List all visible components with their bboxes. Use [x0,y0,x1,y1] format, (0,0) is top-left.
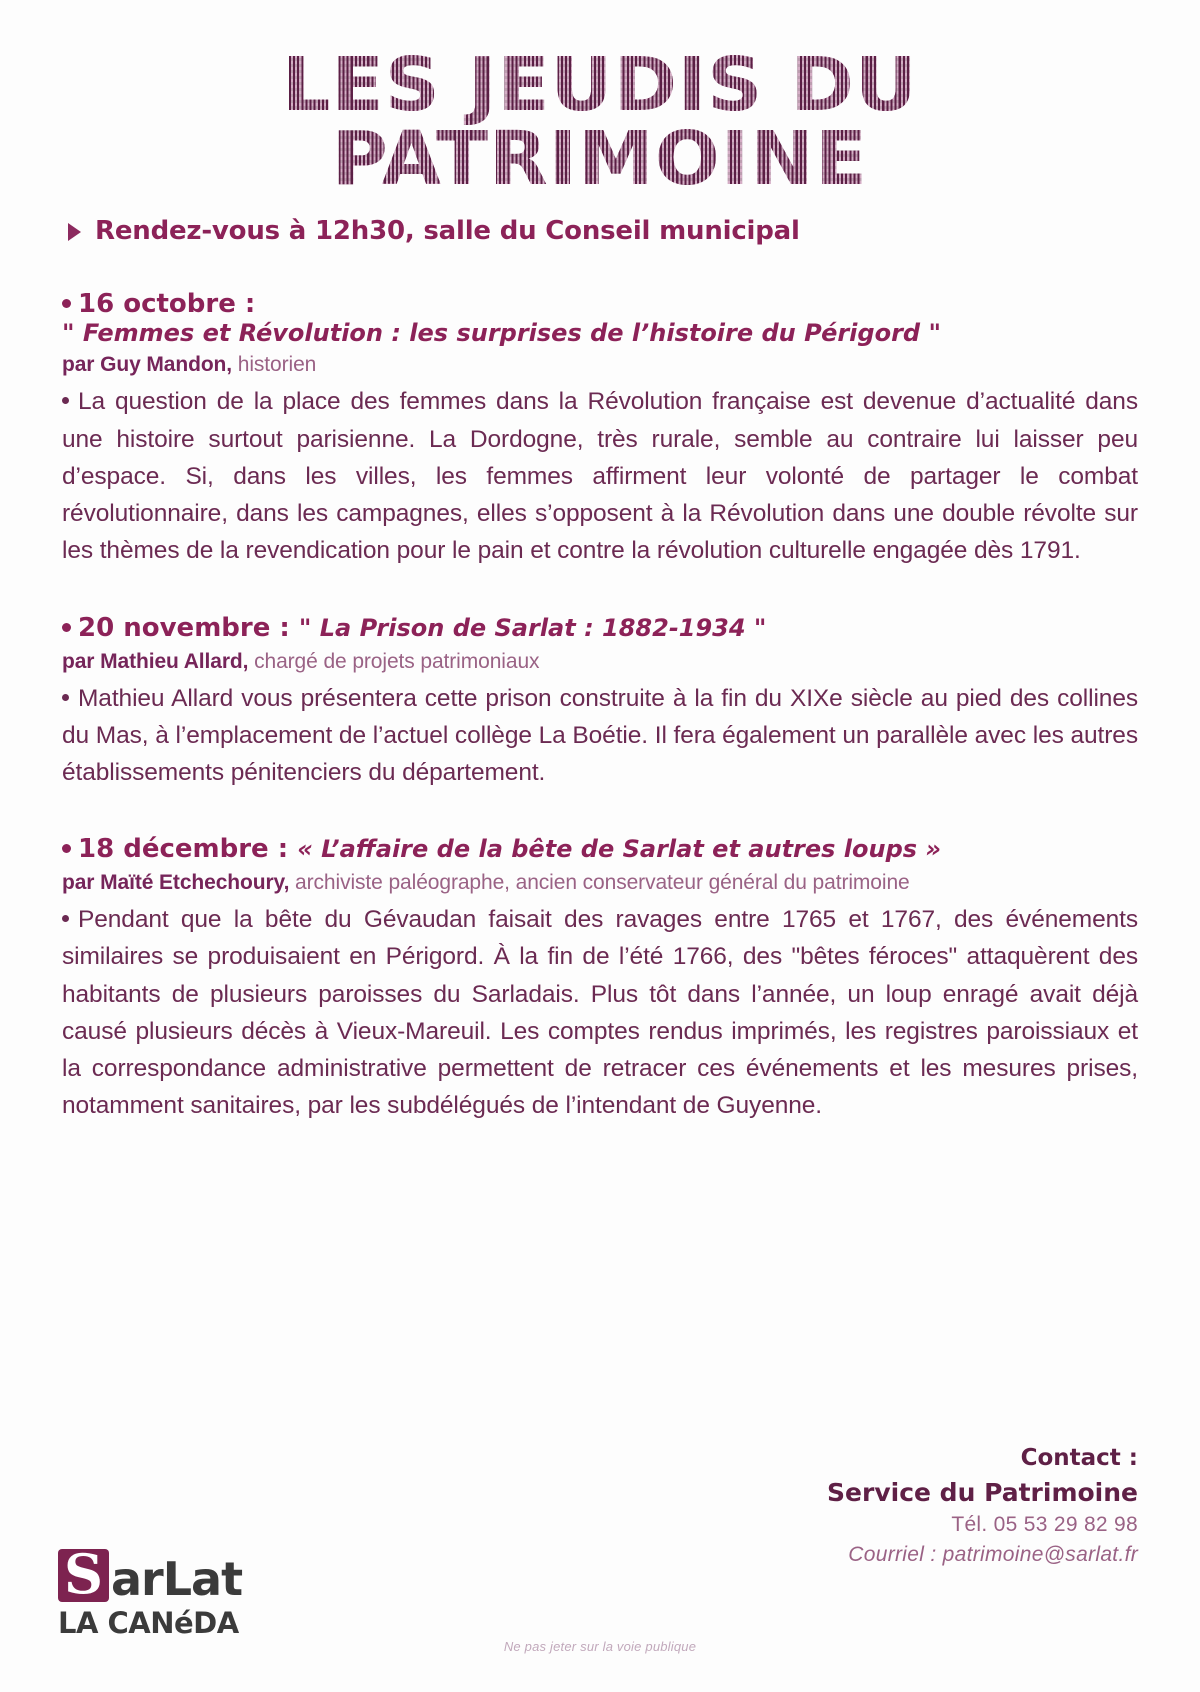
event-heading-1 [62,290,1138,347]
page-title: LES JEUDIS DU PATRIMOINE [46,48,1154,196]
logo-subtitle: LA CANéDA [58,1606,239,1640]
contact-block [827,1442,1138,1570]
sarlat-logo [58,1541,258,1640]
logo-wordmark: arLat [111,1552,243,1607]
speaker-name-3: par Maïté Etchechoury, [62,871,290,895]
event-block-1 [62,290,1138,570]
event-speaker-2 [62,650,1138,674]
event-title-3: « L’affaire de la bête de Sarlat et autres loups » [297,835,942,864]
rendezvous-text: Rendez-vous à 12h30, salle du Conseil municipal [95,216,800,246]
poster-footer [0,1442,1200,1692]
event-date-3: 18 décembre : [78,834,298,865]
speaker-name-2: par Mathieu Allard, [62,649,249,673]
contact-service: Service du Patrimoine [827,1477,1138,1507]
event-block-3 [62,835,1138,1124]
logo-initial: S [58,1549,109,1602]
event-body-text-3: Pendant que la bête du Gévaudan faisait des ravages entre 1765 et 1767, des événements similaires se produisaient en Périgord. À la fin de l’été 1766, des "bêtes féroces" attaquèrent des habitants de plusieurs paroisses du Sarladais. Plus tôt dans l’année, un loup enragé avait déjà causé plusieurs décès à Vieux-Mareuil. Les comptes rendus imprimés, les registres paroissiaux et la correspondance administrative permettent de retracer ces événements et les mesures prises, notamment sanitaires, par les subdélégués de l’intendant de Guyenne. [62,906,1138,1120]
event-body-3 [62,901,1138,1124]
contact-email-text: Courriel : patrimoine@sarlat.fr [848,1542,1138,1566]
poster-title-container [62,0,1138,202]
event-block-2 [62,614,1138,792]
event-speaker-1 [62,353,1138,377]
dot-bullet-icon [62,299,71,308]
speaker-role-2: chargé de projets patrimoniaux [248,649,540,673]
event-speaker-3 [62,871,1138,895]
event-date-2: 20 novembre : [78,612,299,643]
event-body-text-1: La question de la place des femmes dans la Révolution française est devenue d’actualité dans une histoire surtout parisienne. La Dordogne, très rurale, semble au contraire lui laisser peu d’espace. Si, dans les villes, les femmes affirment leur volonté de partager le combat révolutionnaire, dans les campagnes, elles s’opposent à la Révolution dans une double révolte sur les thèmes de la revendication pour le pain et contre la révolution culturelle engagée dès 1791. [62,388,1138,565]
paragraph-dot-icon [62,694,69,701]
contact-phone: Tél. 05 53 29 82 98 [951,1513,1138,1537]
event-heading-2 [62,614,1138,644]
triangle-right-icon [68,223,81,241]
legal-notice: Ne pas jeter sur la voie publique [503,1639,697,1654]
event-body-1 [62,383,1138,569]
logo-primary-row [58,1541,258,1607]
event-date-1: 16 octobre : [78,289,265,319]
speaker-role-1: historien [232,353,317,377]
event-body-text-2: Mathieu Allard vous présentera cette prison construite à la fin du XIXe siècle au pied des collines du Mas, à l’emplacement de l’actuel collège La Boétie. Il fera également un parallèle avec les autres établissements pénitenciers du département. [62,684,1138,787]
speaker-name-1: par Guy Mandon, [62,353,233,377]
rendezvous-line [62,216,1138,246]
event-heading-3 [62,835,1138,865]
event-title-1: " Femmes et Révolution : les surprises de l’histoire du Périgord " [62,318,941,347]
event-body-2 [62,680,1138,792]
paragraph-dot-icon [62,915,69,922]
paragraph-dot-icon [62,397,69,404]
dot-bullet-icon [62,623,71,632]
dot-bullet-icon [62,844,71,853]
contact-email [827,1540,1138,1570]
contact-label: Contact : [1020,1445,1138,1471]
event-title-2: " La Prison de Sarlat : 1882-1934 " [298,613,767,642]
speaker-role-3: archiviste paléographe, ancien conservateur général du patrimoine [289,871,910,895]
